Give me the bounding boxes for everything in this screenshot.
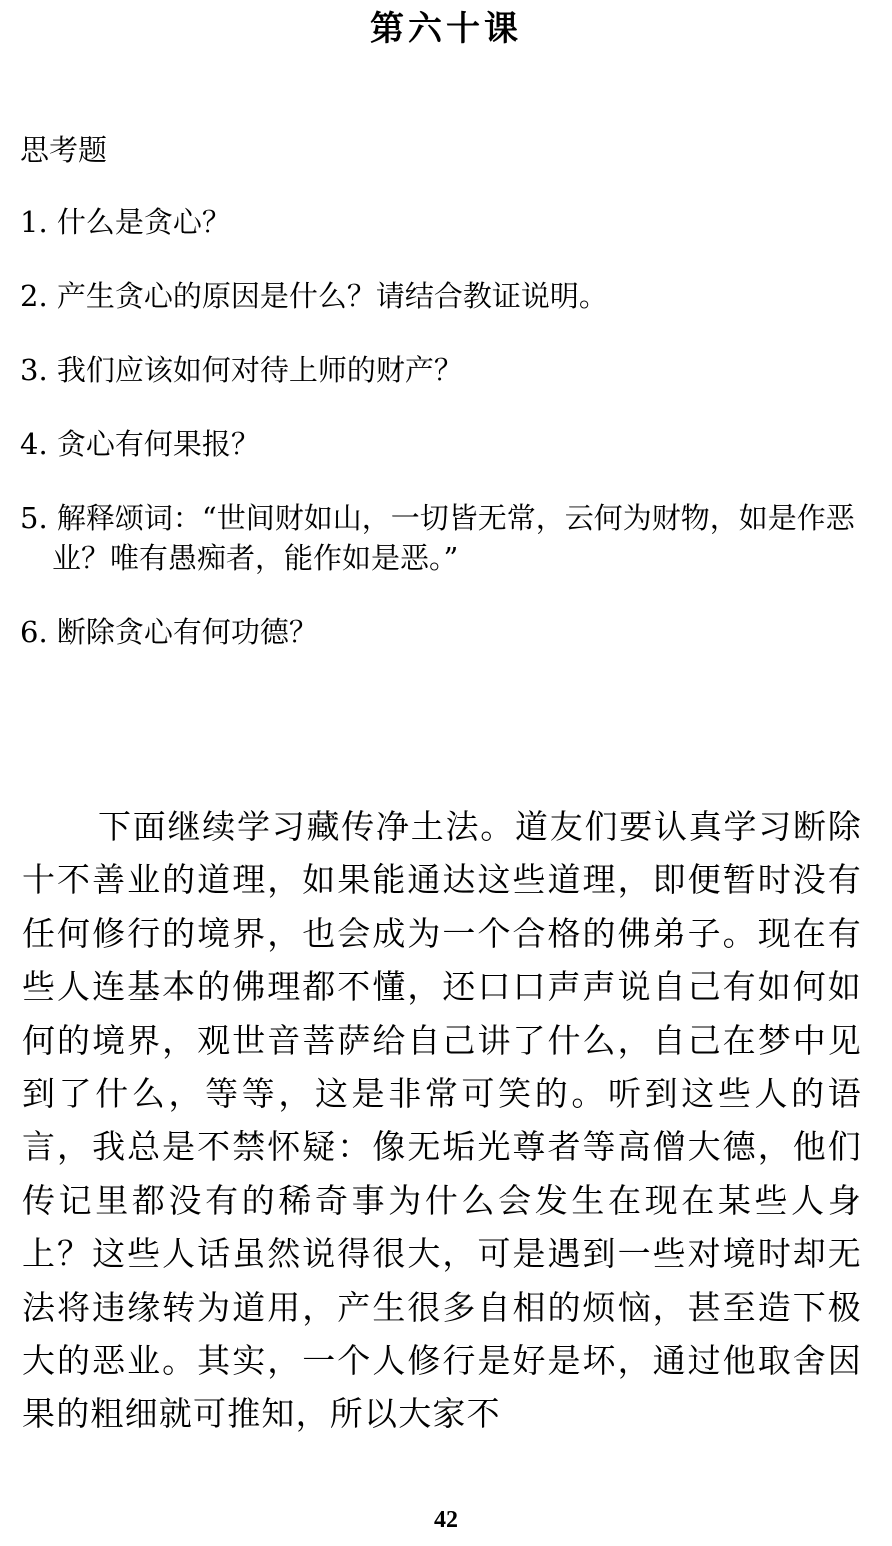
body-paragraph: 下面继续学习藏传净土法。道友们要认真学习断除十不善业的道理，如果能通达这些道理，即便暂时没有任何修行的境界，也会成为一个合格的佛弟子。现在有些人连基本的佛理都不懂，还口口声声说自己有如何如何的境界，观世音菩萨给自己讲了什么，自己在梦中见到了什么，等等，这是非常可笑的。听到这些人的语言，我总是不禁怀疑：像无垢光尊者等高僧大德，他们传记里都没有的稀奇事为什么会发生在现在某些人身上？这些人话虽然说得很大，可是遇到一些对境时却无法将违缘转为道用，产生很多自相的烦恼，甚至造下极大的恶业。其实，一个人修行是好是坏，通过他取舍因果的粗细就可推知，所以大家不 — [22, 807, 862, 1434]
question-item: 2. 产生贪心的原因是什么？请结合教证说明。 — [20, 279, 608, 313]
questions-list — [20, 202, 870, 686]
page-number: 42 — [434, 1507, 458, 1533]
question-item: 5. 解释颂词：“世间财如山，一切皆无常，云何为财物，如是作恶业？唯有愚痴者，能作如是恶。” — [20, 501, 855, 575]
question-item: 6. 断除贪心有何功德？ — [20, 615, 318, 649]
question-item: 3. 我们应该如何对待上师的财产？ — [20, 353, 463, 387]
lesson-title: 第六十课 — [370, 9, 522, 49]
question-item: 1. 什么是贪心？ — [20, 205, 231, 239]
questions-heading: 思考题 — [20, 133, 108, 167]
question-item: 4. 贪心有何果报？ — [20, 427, 260, 461]
